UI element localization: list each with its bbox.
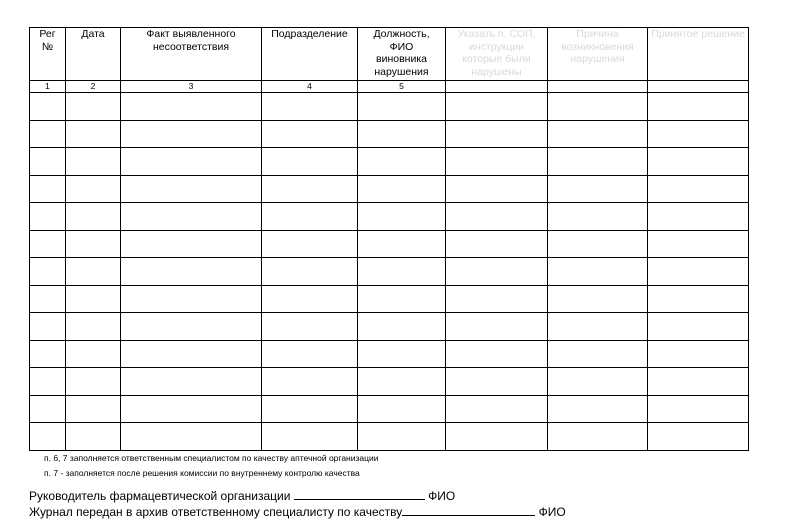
table-cell[interactable] — [262, 120, 358, 148]
table-cell[interactable] — [446, 285, 548, 313]
table-cell[interactable] — [648, 340, 749, 368]
signature-blank[interactable] — [402, 504, 535, 516]
table-cell[interactable] — [446, 230, 548, 258]
table-row — [30, 175, 749, 203]
column-number: 5 — [358, 81, 446, 93]
table-cell[interactable] — [30, 120, 66, 148]
table-cell[interactable] — [548, 93, 648, 121]
table-cell[interactable] — [446, 368, 548, 396]
signature-line-head — [29, 488, 566, 504]
table-cell[interactable] — [648, 120, 749, 148]
table-cell[interactable] — [548, 175, 648, 203]
signature-suffix: ФИО — [538, 505, 566, 519]
table-cell[interactable] — [66, 423, 121, 451]
table-cell[interactable] — [648, 368, 749, 396]
footnotes — [44, 451, 378, 481]
table-row — [30, 148, 749, 176]
header-reg-number: Рег № — [30, 28, 66, 81]
table-row — [30, 313, 749, 341]
table-cell[interactable] — [648, 285, 749, 313]
signature-blank[interactable] — [294, 488, 425, 500]
table-cell[interactable] — [66, 93, 121, 121]
table-cell[interactable] — [648, 93, 749, 121]
table-cell[interactable] — [648, 230, 749, 258]
table-row — [30, 258, 749, 286]
table-cell[interactable] — [262, 230, 358, 258]
table-cell[interactable] — [30, 258, 66, 286]
table-cell[interactable] — [30, 93, 66, 121]
table-cell[interactable] — [358, 258, 446, 286]
table-cell[interactable] — [548, 148, 648, 176]
header-sop-clause: Указать п. СОП, инструкции которые были нарушены — [446, 28, 548, 81]
table-row — [30, 230, 749, 258]
table-cell[interactable] — [66, 203, 121, 231]
table-cell[interactable] — [648, 395, 749, 423]
table-cell[interactable] — [121, 423, 262, 451]
footnote: п. 7 - заполняется после решения комиссии по внутреннему контролю качества — [44, 468, 360, 478]
table-cell[interactable] — [446, 120, 548, 148]
table-cell[interactable] — [30, 175, 66, 203]
table-cell[interactable] — [66, 313, 121, 341]
table-cell[interactable] — [262, 368, 358, 396]
table-cell[interactable] — [548, 203, 648, 231]
table-cell[interactable] — [648, 175, 749, 203]
table-cell[interactable] — [446, 340, 548, 368]
table-cell[interactable] — [121, 93, 262, 121]
table-cell[interactable] — [648, 203, 749, 231]
table-row — [30, 203, 749, 231]
table-cell[interactable] — [548, 230, 648, 258]
table-cell[interactable] — [66, 258, 121, 286]
table-cell[interactable] — [358, 368, 446, 396]
table-cell[interactable] — [648, 148, 749, 176]
table-row — [30, 368, 749, 396]
column-number — [648, 81, 749, 93]
column-number — [446, 81, 548, 93]
table-cell[interactable] — [446, 203, 548, 231]
nonconformity-journal-table — [29, 27, 749, 451]
table-cell[interactable] — [548, 120, 648, 148]
table-cell[interactable] — [446, 313, 548, 341]
table-cell[interactable] — [548, 313, 648, 341]
table-cell[interactable] — [358, 423, 446, 451]
column-number: 2 — [66, 81, 121, 93]
table-cell[interactable] — [446, 258, 548, 286]
table-cell[interactable] — [66, 340, 121, 368]
table-cell[interactable] — [121, 148, 262, 176]
table-row — [30, 285, 749, 313]
table-cell[interactable] — [548, 368, 648, 396]
table-cell[interactable] — [358, 148, 446, 176]
table-cell[interactable] — [121, 258, 262, 286]
column-number — [548, 81, 648, 93]
column-number: 3 — [121, 81, 262, 93]
table-cell[interactable] — [66, 120, 121, 148]
table-cell[interactable] — [121, 313, 262, 341]
table-cell[interactable] — [262, 148, 358, 176]
table-cell[interactable] — [262, 203, 358, 231]
table-cell[interactable] — [262, 175, 358, 203]
table-cell[interactable] — [446, 93, 548, 121]
table-row — [30, 120, 749, 148]
table-cell[interactable] — [121, 285, 262, 313]
table-cell[interactable] — [121, 368, 262, 396]
column-number-row — [30, 81, 749, 93]
table-row — [30, 423, 749, 451]
table-cell[interactable] — [358, 285, 446, 313]
table-cell[interactable] — [548, 395, 648, 423]
table-cell[interactable] — [66, 230, 121, 258]
table-row — [30, 395, 749, 423]
signature-suffix: ФИО — [428, 489, 456, 503]
table-cell[interactable] — [262, 423, 358, 451]
table-cell[interactable] — [30, 285, 66, 313]
table-cell[interactable] — [66, 368, 121, 396]
table-cell[interactable] — [548, 258, 648, 286]
table-cell[interactable] — [66, 395, 121, 423]
table-cell[interactable] — [262, 395, 358, 423]
table-cell[interactable] — [446, 423, 548, 451]
header-cause: Причина возникновения нарушения — [548, 28, 648, 81]
table-cell[interactable] — [30, 423, 66, 451]
table-row — [30, 93, 749, 121]
table-cell[interactable] — [30, 230, 66, 258]
table-cell[interactable] — [648, 313, 749, 341]
table-cell[interactable] — [648, 258, 749, 286]
footnote: п. 6, 7 заполняется ответственным специалистом по качеству аптечной организации — [44, 453, 379, 463]
header-position-name: Должность, ФИО виновника нарушения — [358, 28, 446, 81]
header-department: Подразделение — [262, 28, 358, 81]
table-cell[interactable] — [121, 230, 262, 258]
table-cell[interactable] — [30, 340, 66, 368]
column-number: 4 — [262, 81, 358, 93]
table-cell[interactable] — [446, 148, 548, 176]
header-decision: Принятое решение — [648, 28, 749, 81]
table-cell[interactable] — [648, 423, 749, 451]
table-cell[interactable] — [358, 313, 446, 341]
table-cell[interactable] — [121, 175, 262, 203]
table-cell[interactable] — [262, 93, 358, 121]
table-cell[interactable] — [66, 175, 121, 203]
table-cell[interactable] — [121, 203, 262, 231]
header-nonconformity-fact: Факт выявленного несоответствия — [121, 28, 262, 81]
table-cell[interactable] — [446, 175, 548, 203]
table-cell[interactable] — [30, 368, 66, 396]
table-cell[interactable] — [262, 313, 358, 341]
table-cell[interactable] — [66, 285, 121, 313]
table-cell[interactable] — [262, 340, 358, 368]
signature-label: Журнал передан в архив ответственному специалисту по качеству — [29, 505, 403, 519]
table-cell[interactable] — [548, 423, 648, 451]
column-number: 1 — [30, 81, 66, 93]
table-cell[interactable] — [358, 175, 446, 203]
table-cell[interactable] — [121, 340, 262, 368]
table-cell[interactable] — [30, 395, 66, 423]
table-cell[interactable] — [548, 340, 648, 368]
table-cell[interactable] — [121, 120, 262, 148]
table-cell[interactable] — [121, 395, 262, 423]
signature-line-archive — [29, 504, 566, 520]
table-cell[interactable] — [30, 203, 66, 231]
header-row — [30, 28, 749, 81]
table-cell[interactable] — [30, 148, 66, 176]
table-body — [30, 93, 749, 451]
table-cell[interactable] — [358, 120, 446, 148]
table-cell[interactable] — [358, 340, 446, 368]
table-cell[interactable] — [358, 93, 446, 121]
table-cell[interactable] — [66, 148, 121, 176]
table-cell[interactable] — [358, 203, 446, 231]
table-cell[interactable] — [446, 395, 548, 423]
header-date: Дата — [66, 28, 121, 81]
table-cell[interactable] — [262, 285, 358, 313]
table-cell[interactable] — [548, 285, 648, 313]
table-cell[interactable] — [262, 258, 358, 286]
signature-block — [29, 488, 566, 520]
table-cell[interactable] — [30, 313, 66, 341]
signature-label: Руководитель фармацевтической организации — [29, 489, 291, 503]
table-cell[interactable] — [358, 230, 446, 258]
table-cell[interactable] — [358, 395, 446, 423]
table-row — [30, 340, 749, 368]
